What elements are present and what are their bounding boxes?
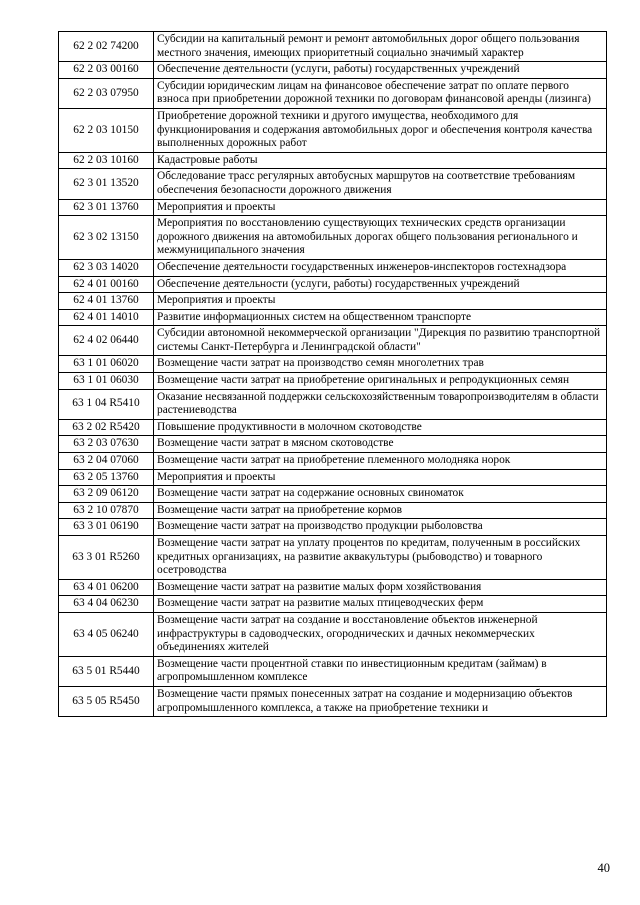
row-description: Развитие информационных систем на общественном транспорте	[154, 309, 607, 326]
row-code: 63 2 02 R5420	[59, 419, 154, 436]
row-code: 63 2 10 07870	[59, 502, 154, 519]
row-description: Мероприятия и проекты	[154, 469, 607, 486]
row-description: Обеспечение деятельности (услуги, работы) государственных учреждений	[154, 62, 607, 79]
row-code: 63 4 05 06240	[59, 612, 154, 656]
row-code: 62 2 03 00160	[59, 62, 154, 79]
row-description: Возмещение части затрат на производство семян многолетних трав	[154, 356, 607, 373]
row-description: Мероприятия и проекты	[154, 293, 607, 310]
row-code: 63 2 05 13760	[59, 469, 154, 486]
row-description: Мероприятия по восстановлению существующих технических средств организации дорожного движения на автомобильных дорогах общего пользования регионального и межмуниципального значения	[154, 216, 607, 260]
row-description: Субсидии юридическим лицам на финансовое обеспечение затрат по оплате первого взноса при приобретении дорожной техники по договорам финансовой аренды (лизинга)	[154, 78, 607, 108]
table-row	[59, 373, 607, 390]
table-row	[59, 596, 607, 613]
row-code: 62 4 01 14010	[59, 309, 154, 326]
row-code: 63 1 04 R5410	[59, 389, 154, 419]
table-row	[59, 656, 607, 686]
table-row	[59, 453, 607, 470]
table-row	[59, 612, 607, 656]
row-code: 62 4 01 13760	[59, 293, 154, 310]
table-row	[59, 62, 607, 79]
row-code: 62 3 01 13520	[59, 169, 154, 199]
table-body	[59, 32, 607, 717]
row-description: Возмещение части затрат на приобретение кормов	[154, 502, 607, 519]
table-row	[59, 309, 607, 326]
row-description: Возмещение части затрат на производство продукции рыболовства	[154, 519, 607, 536]
table-row	[59, 686, 607, 716]
row-description: Повышение продуктивности в молочном скотоводстве	[154, 419, 607, 436]
row-description: Возмещение части прямых понесенных затрат на создание и модернизацию объектов агропромышленного комплекса, а также на приобретение техники и	[154, 686, 607, 716]
row-code: 63 1 01 06020	[59, 356, 154, 373]
row-code: 62 3 03 14020	[59, 259, 154, 276]
row-code: 62 4 01 00160	[59, 276, 154, 293]
table-row	[59, 169, 607, 199]
table-row	[59, 536, 607, 580]
row-code: 63 4 04 06230	[59, 596, 154, 613]
row-code: 63 1 01 06030	[59, 373, 154, 390]
row-code: 62 2 03 10150	[59, 108, 154, 152]
row-description: Возмещение части процентной ставки по инвестиционным кредитам (займам) в агропромышленном комплексе	[154, 656, 607, 686]
row-description: Возмещение части затрат на приобретение племенного молодняка норок	[154, 453, 607, 470]
row-description: Оказание несвязанной поддержки сельскохозяйственным товаропроизводителям в области растениеводства	[154, 389, 607, 419]
table-row	[59, 152, 607, 169]
table-row	[59, 259, 607, 276]
row-description: Субсидии автономной некоммерческой организации "Дирекция по развитию транспортной системы Санкт-Петербурга и Ленинградской области"	[154, 326, 607, 356]
table-row	[59, 389, 607, 419]
table-row	[59, 419, 607, 436]
row-description: Субсидии на капитальный ремонт и ремонт автомобильных дорог общего пользования местного значения, имеющих приоритетный социально значимый характер	[154, 32, 607, 62]
table-row	[59, 326, 607, 356]
table-row	[59, 78, 607, 108]
table-row	[59, 579, 607, 596]
table-row	[59, 519, 607, 536]
table-row	[59, 199, 607, 216]
row-description: Возмещение части затрат на содержание основных свиноматок	[154, 486, 607, 503]
table-row	[59, 216, 607, 260]
row-description: Возмещение части затрат на уплату процентов по кредитам, полученным в российских кредитных организациях, на развитие аквакультуры (рыбоводство) и товарного осетроводства	[154, 536, 607, 580]
row-description: Кадастровые работы	[154, 152, 607, 169]
row-description: Обеспечение деятельности (услуги, работы) государственных учреждений	[154, 276, 607, 293]
row-description: Приобретение дорожной техники и другого имущества, необходимого для функционирования и содержания автомобильных дорог и обеспечения контроля качества выполненных дорожных работ	[154, 108, 607, 152]
row-code: 63 2 09 06120	[59, 486, 154, 503]
row-code: 63 5 05 R5450	[59, 686, 154, 716]
row-code: 62 2 03 07950	[59, 78, 154, 108]
row-code: 63 2 03 07630	[59, 436, 154, 453]
row-description: Возмещение части затрат на развитие малых птицеводческих ферм	[154, 596, 607, 613]
page-number: 40	[597, 861, 610, 875]
row-code: 62 3 02 13150	[59, 216, 154, 260]
budget-code-table	[58, 31, 607, 717]
row-code: 63 5 01 R5440	[59, 656, 154, 686]
row-description: Обеспечение деятельности государственных инженеров-инспекторов гостехнадзора	[154, 259, 607, 276]
row-description: Возмещение части затрат на создание и восстановление объектов инженерной инфраструктуры в садоводческих, огороднических и дачных некоммерческих объединениях жителей	[154, 612, 607, 656]
row-code: 63 2 04 07060	[59, 453, 154, 470]
table-row	[59, 469, 607, 486]
table-row	[59, 486, 607, 503]
row-description: Возмещение части затрат в мясном скотоводстве	[154, 436, 607, 453]
table-row	[59, 276, 607, 293]
table-row	[59, 293, 607, 310]
row-description: Мероприятия и проекты	[154, 199, 607, 216]
row-description: Возмещение части затрат на развитие малых форм хозяйствования	[154, 579, 607, 596]
row-description: Возмещение части затрат на приобретение оригинальных и репродукционных семян	[154, 373, 607, 390]
table-row	[59, 502, 607, 519]
table-row	[59, 356, 607, 373]
row-code: 62 4 02 06440	[59, 326, 154, 356]
row-code: 63 4 01 06200	[59, 579, 154, 596]
table-row	[59, 436, 607, 453]
row-code: 62 2 03 10160	[59, 152, 154, 169]
table-row	[59, 32, 607, 62]
row-code: 62 3 01 13760	[59, 199, 154, 216]
row-code: 63 3 01 06190	[59, 519, 154, 536]
row-code: 63 3 01 R5260	[59, 536, 154, 580]
row-description: Обследование трасс регулярных автобусных маршрутов на соответствие требованиям обеспечения безопасности дорожного движения	[154, 169, 607, 199]
row-code: 62 2 02 74200	[59, 32, 154, 62]
table-row	[59, 108, 607, 152]
